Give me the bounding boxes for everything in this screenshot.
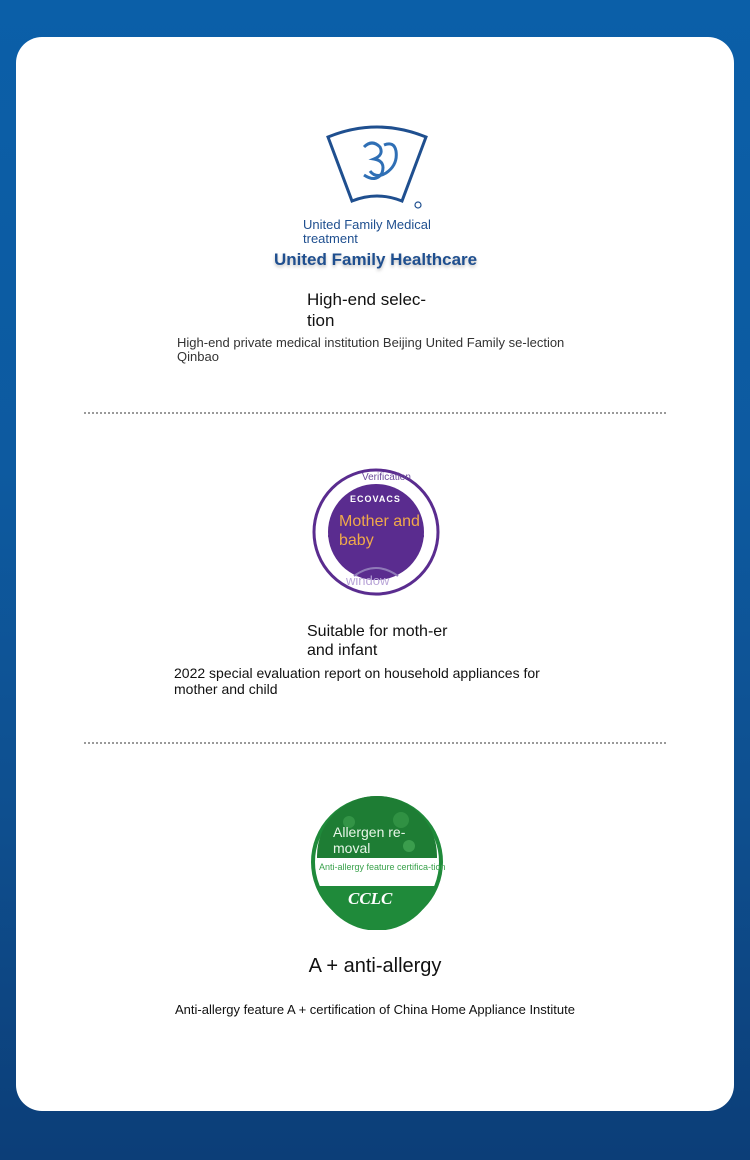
seal-verification-text: Verification xyxy=(362,472,411,483)
dotted-divider xyxy=(84,412,666,414)
seal-bottom-text: window xyxy=(346,573,390,588)
dotted-divider xyxy=(84,742,666,744)
badge-title-text: Allergen re-moval xyxy=(333,824,406,856)
section-description: 2022 special evaluation report on household appliances for mother and child xyxy=(174,665,540,697)
logo-caption-text: United Family Medical treatment xyxy=(303,217,431,246)
badge-subtitle-text: Anti-allergy feature certifica-tion xyxy=(319,862,446,872)
section-description: Anti-allergy feature A + certification of China Home Appliance Institute xyxy=(175,1002,575,1017)
section-title: High-end selec-tion xyxy=(307,290,427,330)
section-description: High-end private medical institution Beijing United Family se-lection Qinbao xyxy=(177,335,565,364)
content-card xyxy=(16,37,734,1111)
section-title: A + anti-allergy xyxy=(308,955,442,977)
badge-logo-text: CCLC xyxy=(348,889,393,908)
seal-brand-text: ECOVACS xyxy=(350,494,401,504)
seal-main-text: Mother and baby xyxy=(339,513,420,549)
logo-brand-text: United Family Healthcare xyxy=(274,250,478,269)
united-family-logo-icon xyxy=(322,123,432,213)
section-title: Suitable for moth-er and infant xyxy=(307,623,448,659)
